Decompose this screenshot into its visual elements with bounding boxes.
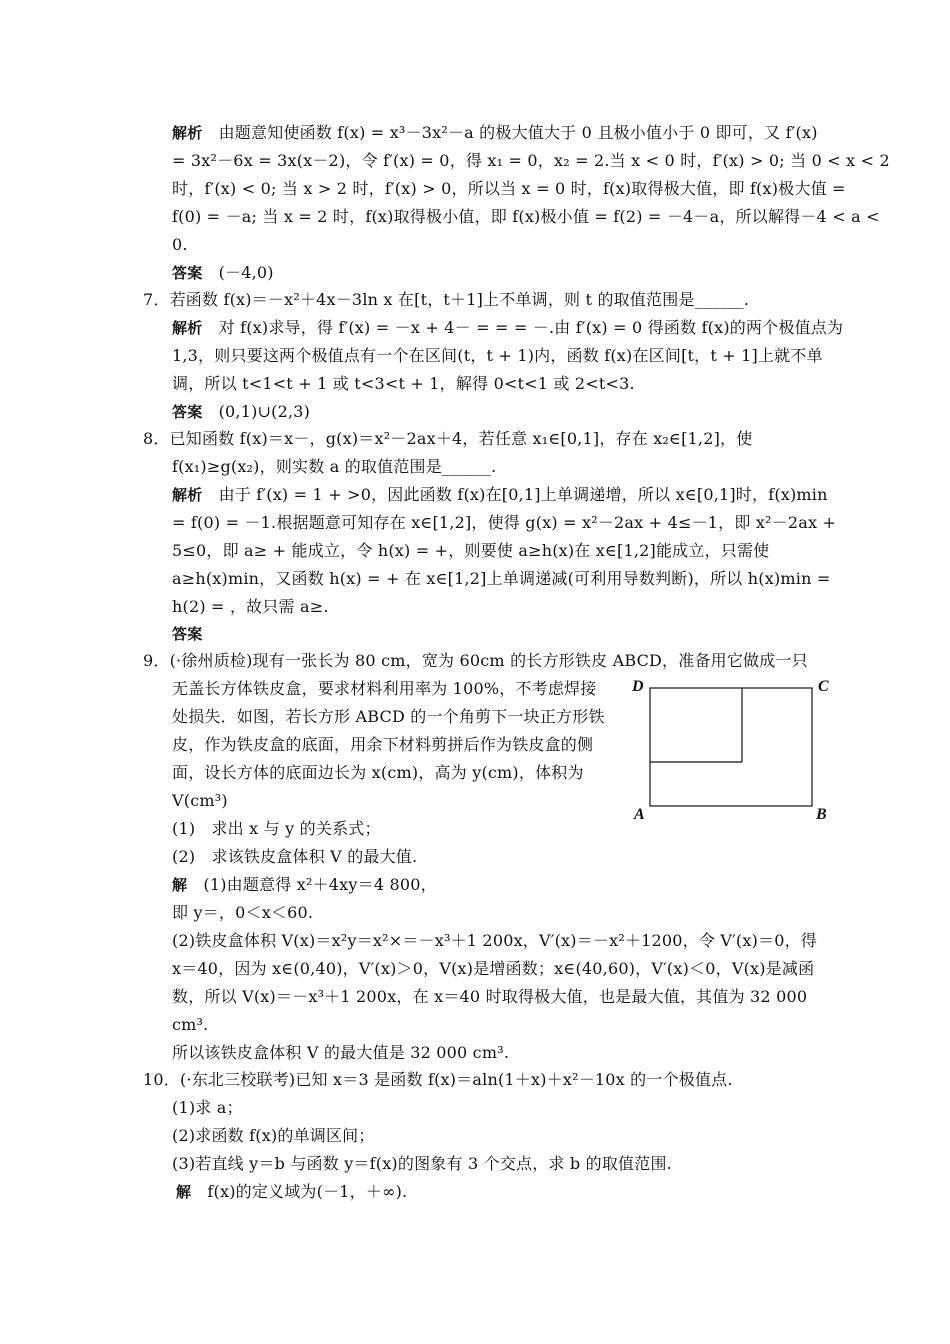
text-line: 解析 由于 f′(x) = 1 + >0，因此函数 f(x)在[0,1]上单调递增，所以 x∈[0,1]时，f(x)min [172,485,828,504]
text-line: h(2) = ，故只需 a≥. [172,597,329,616]
keyword-label: 解 [172,876,188,894]
text-line: = 3x²－6x = 3x(x－2)，令 f′(x) = 0，得 x₁ = 0，x₂ = 2.当 x < 0 时，f′(x) > 0; 当 0 < x < 2 [172,151,890,170]
text-line: 1,3，则只要这两个极值点有一个在区间(t，t + 1)内，函数 f(x)在区间[t，t + 1]上就不单 [172,346,823,365]
text-line: cm³. [172,1015,209,1034]
text-line: 面，设长方体的底面边长为 x(cm)，高为 y(cm)，体积为 [172,763,584,782]
keyword-label: 解析 [172,486,203,504]
rectangle-diagram [628,676,838,826]
keyword-label: 答案 [172,403,203,421]
text-line: f(x₁)≥g(x₂)，则实数 a 的取值范围是______. [172,457,497,476]
keyword-label: 解 [176,1183,192,1201]
text-line: 0. [172,235,188,254]
keyword-label: 解析 [172,124,203,142]
keyword-label: 答案 [172,625,203,643]
text-line: 答案 (－4,0) [172,263,274,282]
text-line: 5≤0，即 a≥ + 能成立，令 h(x) = +，则要使 a≥h(x)在 x∈[1,2]能成立，只需使 [172,541,770,560]
text-line: a≥h(x)min，又函数 h(x) = + 在 x∈[1,2]上单调递减(可利用导数判断)，所以 h(x)min = [172,569,831,588]
text-line: 8．已知函数 f(x)＝x－，g(x)＝x²－2ax＋4，若任意 x₁∈[0,1]，存在 x₂∈[1,2]，使 [143,429,753,448]
text-line: f(0) = －a; 当 x = 2 时，f(x)取得极小值，即 f(x)极小值 = f(2) = －4－a，所以解得－4 < a < [172,207,880,226]
text-line: 9．(·徐州质检)现有一张长为 80 cm，宽为 60cm 的长方形铁皮 ABCD，准备用它做成一只 [143,651,808,670]
text-line: (1)求 a； [172,1098,243,1117]
rectangle-abcd-figure [628,676,838,826]
text-line: 解 f(x)的定义域为(－1，＋∞). [176,1182,408,1201]
keyword-label: 解析 [172,319,203,337]
text-line: 10．(·东北三校联考)已知 x＝3 是函数 f(x)＝aln(1＋x)＋x²－10x 的一个极值点. [143,1070,733,1089]
text-line: 调，所以 t<1<t + 1 或 t<3<t + 1，解得 0<t<1 或 2<t<3. [172,374,635,393]
text-line: 7．若函数 f(x)＝－x²＋4x－3ln x 在[t，t＋1]上不单调，则 t 的取值范围是______. [143,290,750,309]
label-b: B [816,806,827,823]
text-line: V(cm³) [172,791,228,810]
text-line: x＝40，因为 x∈(0,40)，V′(x)＞0，V(x)是增函数；x∈(40,60)，V′(x)＜0，V(x)是减函 [172,959,815,978]
text-line: 无盖长方体铁皮盒，要求材料利用率为 100%，不考虑焊接 [172,679,597,698]
text-line: 解析 对 f(x)求导，得 f′(x) = －x + 4－ = = = －.由 f′(x) = 0 得函数 f(x)的两个极值点为 [172,318,844,337]
keyword-label: 答案 [172,264,203,282]
text-line: (2) 求该铁皮盒体积 V 的最大值. [172,847,418,866]
text-line: 答案 (0,1)∪(2,3) [172,402,311,421]
text-line: 解析 由题意知使函数 f(x) = x³－3x²－a 的极大值大于 0 且极小值小于 0 即可，又 f′(x) [172,123,818,142]
outer-rectangle [650,688,812,806]
text-line: 皮，作为铁皮盒的底面，用余下材料剪拼后作为铁皮盒的侧 [172,735,594,754]
label-a: A [634,806,645,823]
text-line: 时，f′(x) < 0; 当 x > 2 时，f′(x) > 0，所以当 x = 0 时，f(x)取得极大值，即 f(x)极大值 = [172,179,846,198]
text-line: 解 (1)由题意得 x²＋4xy＝4 800， [172,875,437,894]
text-line: (2)求函数 f(x)的单调区间； [172,1126,375,1145]
text-line: 数，所以 V(x)＝－x³＋1 200x，在 x＝40 时取得极大值，也是最大值，其值为 32 000 [172,987,808,1006]
text-line: 处损失．如图，若长方形 ABCD 的一个角剪下一块正方形铁 [172,707,605,726]
text-line: (2)铁皮盒体积 V(x)＝x²y＝x²×＝－x³＋1 200x，V′(x)＝－x²＋1200，令 V′(x)＝0，得 [172,931,818,950]
text-line: 即 y＝，0＜x＜60. [172,903,314,922]
text-line [172,623,202,645]
label-c: C [818,678,829,695]
text-line: (3)若直线 y＝b 与函数 y＝f(x)的图象有 3 个交点，求 b 的取值范围. [172,1154,672,1173]
text-line: = f(0) = －1.根据题意可知存在 x∈[1,2]，使得 g(x) = x²－2ax + 4≤－1，即 x²－2ax + [172,513,837,532]
text-line: 所以该铁皮盒体积 V 的最大值是 32 000 cm³. [172,1043,510,1062]
text-line: (1) 求出 x 与 y 的关系式； [172,819,381,838]
label-d: D [632,678,644,695]
